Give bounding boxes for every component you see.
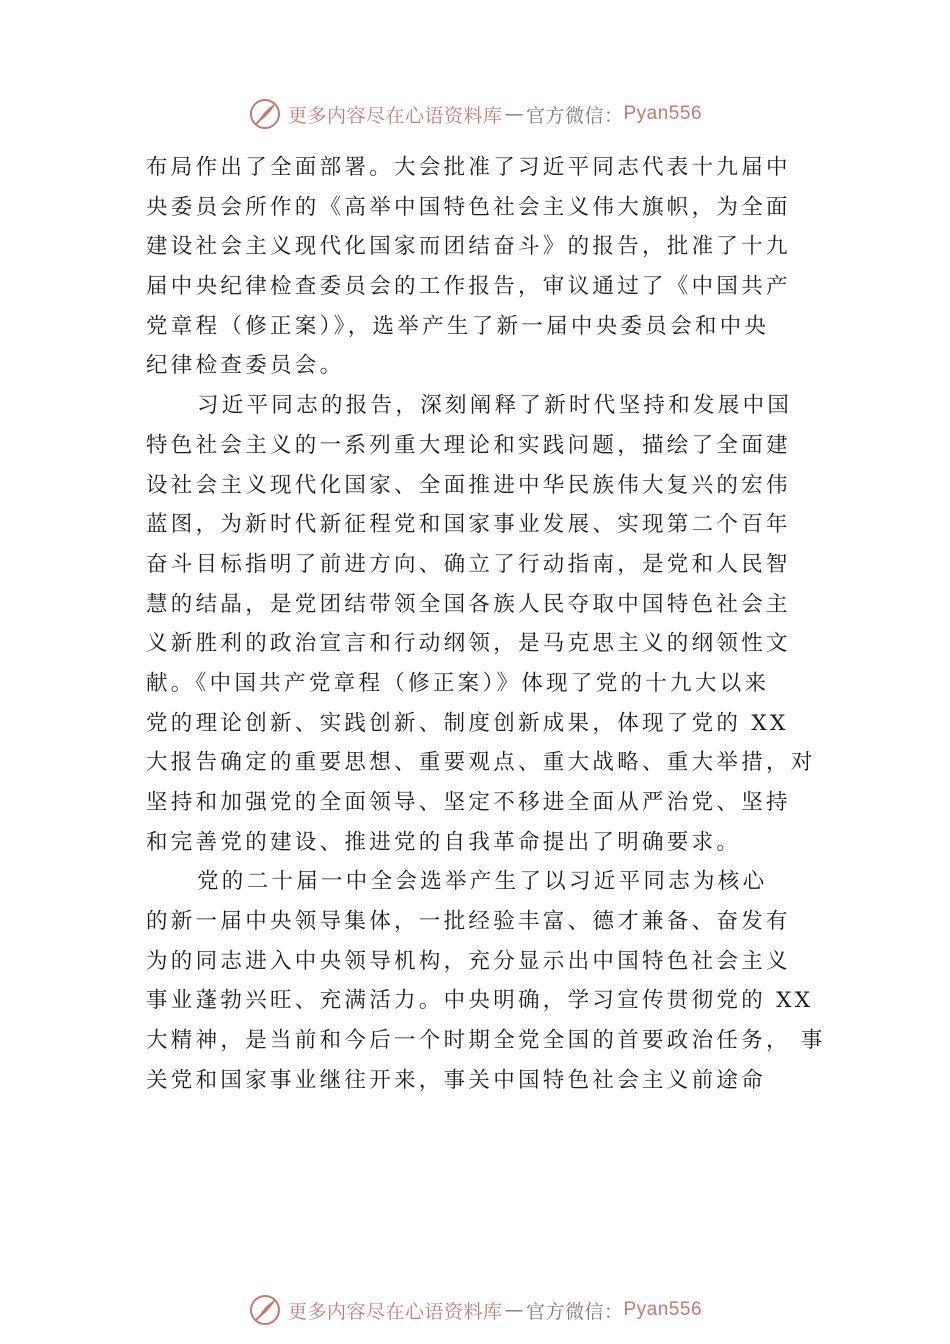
watermark-wechat-id: Pyan556 (623, 103, 703, 124)
footer-watermark (0, 1290, 950, 1330)
text-line: 党章程（修正案）》，选举产生了新一届中央委员会和中央 (146, 313, 770, 339)
text-line: 届中央纪律检查委员会的工作报告，审议通过了《中国共产 (146, 274, 791, 300)
text-line: 建设社会主义现代化国家而团结奋斗》的报告，批准了十九 (146, 234, 791, 260)
text-line: 党的二十届一中全会选举产生了以习近平同志为核心 (197, 869, 768, 895)
text-line: 坚持和加强党的全面领导、坚定不移进全面从严治党、坚持 (146, 790, 791, 815)
text-line: 特色社会主义的一系列重大理论和实践问题，描绘了全面建 (146, 432, 791, 458)
header-watermark (0, 94, 950, 134)
text-line: 事业蓬勃兴旺、充满活力。中央明确，学习宣传贯彻党的 XX (146, 988, 814, 1014)
text-line: 奋斗目标指明了前进方向、确立了行动指南，是党和人民智 (146, 551, 791, 577)
watermark-separator: — (504, 103, 524, 125)
watermark-library-text: 更多内容尽在心语资料库 (287, 1300, 503, 1323)
text-line: 大报告确定的重要思想、重要观点、重大战略、重大举措，对 (146, 750, 816, 776)
text-line: 纪律检查委员会。 (146, 353, 345, 379)
watermark-wechat-label: 官方微信： (525, 1300, 624, 1323)
feather-quill-logo-icon (248, 97, 282, 131)
text-line: 为的同志进入中央领导机构，充分显示出中国特色社会主义 (146, 948, 791, 974)
text-line: 央委员会所作的《高举中国特色社会主义伟大旗帜，为全面 (146, 194, 791, 220)
text-line: 慧的结晶，是党团结带领全国各族人民夺取中国特色社会主 (146, 591, 791, 617)
text-line: 大精神，是当前和今后一个时期全党全国的首要政治任务， 事 (146, 1028, 826, 1054)
text-line: 献。《中国共产党章程（修正案）》体现了党的十九大以来 (146, 670, 770, 696)
text-line: 习近平同志的报告，深刻阐释了新时代坚持和发展中国 (197, 393, 793, 419)
feather-quill-logo-icon (248, 1293, 282, 1327)
text-line: 关党和国家事业继往开来，事关中国特色社会主义前途命 (146, 1067, 767, 1093)
text-line: 义新胜利的政治宣言和行动纲领，是马克思主义的纲领性文 (146, 631, 791, 657)
watermark-wechat-label: 官方微信： (525, 104, 624, 127)
text-line: 党的理论创新、实践创新、制度创新成果，体现了党的 XX (146, 710, 789, 736)
watermark-library-text: 更多内容尽在心语资料库 (287, 104, 503, 127)
text-line: 的新一届中央领导集体，一批经验丰富、德才兼备、奋发有 (146, 909, 791, 935)
watermark-wechat-id: Pyan556 (623, 1299, 703, 1320)
text-line: 布局作出了全面部署。大会批准了习近平同志代表十九届中 (146, 155, 791, 180)
text-line: 蓝图，为新时代新征程党和国家事业发展、实现第二个百年 (146, 512, 791, 538)
watermark-separator: — (504, 1299, 524, 1321)
document-body (146, 148, 826, 1101)
text-line: 和完善党的建设、推进党的自我革命提出了明确要求。 (146, 829, 742, 855)
text-line: 设社会主义现代化国家、全面推进中华民族伟大复兴的宏伟 (146, 472, 791, 498)
